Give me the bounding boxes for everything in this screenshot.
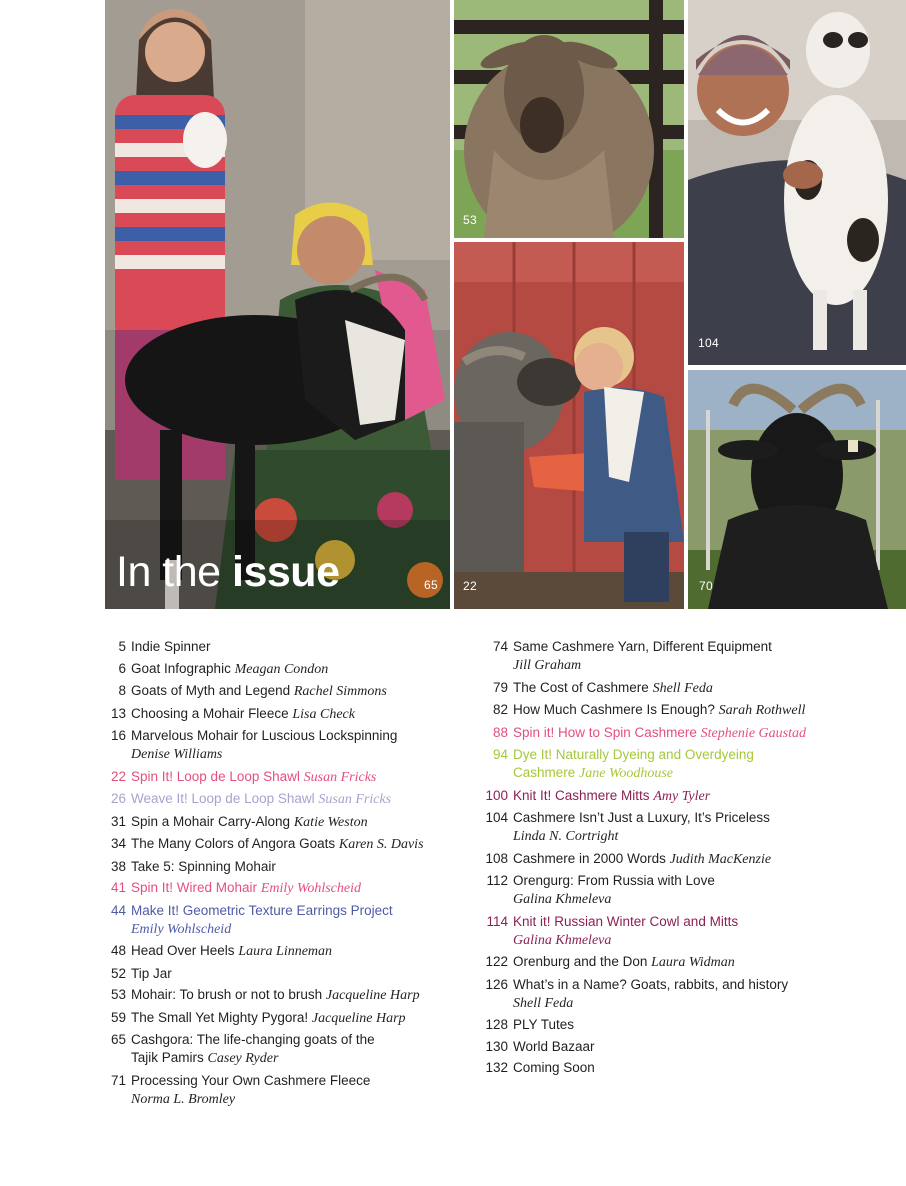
- toc-page-number: 130: [485, 1038, 508, 1054]
- toc-page-number: 53: [110, 987, 126, 1002]
- toc-title: Goats of Myth and Legend: [131, 683, 291, 698]
- toc-title: Choosing a Mohair Fleece: [131, 705, 289, 721]
- toc-author: Laura Widman: [651, 955, 735, 970]
- toc-title: Orenburg and the Don: [513, 954, 648, 969]
- toc-author: Jacqueline Harp: [325, 988, 420, 1003]
- toc-author: Katie Weston: [293, 814, 368, 830]
- toc-title: What’s in a Name? Goats, rabbits, and history: [513, 976, 789, 992]
- toc-entry[interactable]: [104, 705, 464, 724]
- toc-entry[interactable]: [104, 727, 464, 764]
- toc-title: Cashmere in 2000 Words: [513, 850, 666, 866]
- toc-page-number: 82: [492, 702, 508, 717]
- toc-author: Emily Wohlscheid: [131, 921, 232, 937]
- toc-entry[interactable]: [482, 787, 882, 806]
- toc-entry[interactable]: [104, 1072, 464, 1109]
- toc-entry[interactable]: [104, 902, 464, 939]
- toc-title: Orengurg: From Russia with Love: [513, 873, 715, 888]
- toc-entry[interactable]: [104, 1031, 464, 1068]
- toc-page-number: 6: [118, 660, 126, 676]
- toc-author: Laura Linneman: [238, 944, 333, 959]
- toc-entry[interactable]: [482, 638, 882, 675]
- toc-title: Spin a Mohair Carry-Along: [131, 813, 291, 829]
- toc-author: Shell Feda: [513, 995, 574, 1011]
- toc-entry[interactable]: [482, 809, 882, 846]
- page-title-light: In the: [116, 548, 233, 596]
- toc-title-continued: Cashmere: [513, 765, 576, 780]
- toc-title: Cashmere Isn’t Just a Luxury, It’s Priceless: [513, 810, 770, 825]
- toc-author: Susan Fricks: [303, 769, 377, 785]
- toc-author: Amy Tyler: [653, 788, 711, 804]
- toc-entry[interactable]: [482, 1038, 882, 1056]
- toc-title: Marvelous Mohair for Luscious Lockspinning: [131, 728, 398, 743]
- toc-author: Norma L. Bromley: [131, 1091, 236, 1107]
- toc-entry[interactable]: [482, 850, 882, 869]
- toc-entry[interactable]: [482, 913, 882, 950]
- toc-title: Cashgora: The life-changing goats of the: [131, 1032, 375, 1047]
- toc-title: Knit It! Cashmere Mitts: [513, 787, 650, 803]
- toc-entry[interactable]: [482, 746, 882, 783]
- toc-author: Meagan Condon: [234, 661, 329, 677]
- toc-page-number: 128: [485, 1017, 508, 1032]
- toc-entry[interactable]: [104, 768, 464, 787]
- toc-page-number: 108: [485, 850, 508, 866]
- toc-page-number: 114: [486, 913, 508, 929]
- photo-man-holding-kid: [688, 0, 906, 365]
- toc-author: Emily Wohlscheid: [260, 881, 361, 896]
- toc-page-number: 31: [110, 813, 126, 829]
- toc-author: Shell Feda: [652, 680, 713, 696]
- page-number-label: 22: [463, 579, 477, 593]
- toc-page-number: 65: [110, 1032, 126, 1047]
- toc-page-number: 41: [110, 880, 126, 895]
- toc-page-number: 26: [110, 791, 126, 806]
- toc-entry[interactable]: [104, 986, 464, 1005]
- toc-title: Head Over Heels: [131, 943, 235, 958]
- toc-entry[interactable]: [482, 724, 882, 743]
- toc-page-number: 52: [110, 965, 126, 981]
- toc-page-number: 112: [486, 873, 508, 888]
- toc-entry[interactable]: [104, 638, 464, 656]
- toc-page-number: 38: [110, 858, 126, 874]
- toc-title: World Bazaar: [513, 1038, 595, 1054]
- page-number-label: 65: [424, 578, 438, 592]
- page-number-label: 53: [463, 213, 477, 227]
- toc-author: Judith MacKenzie: [669, 851, 772, 867]
- toc-entry[interactable]: [104, 965, 464, 983]
- toc-title: Spin it! How to Spin Cashmere: [513, 724, 697, 740]
- toc-page-number: 8: [118, 683, 126, 698]
- toc-page-number: 94: [492, 747, 508, 762]
- toc-title: Tip Jar: [131, 965, 172, 981]
- toc-author: Jane Woodhouse: [579, 766, 674, 781]
- page-number-label: 104: [698, 336, 719, 350]
- toc-author: Rachel Simmons: [293, 684, 387, 699]
- toc-entry[interactable]: [482, 872, 882, 909]
- toc-entry[interactable]: [104, 660, 464, 679]
- toc-author: Lisa Check: [292, 706, 355, 722]
- toc-page-number: 59: [110, 1009, 126, 1025]
- toc-author: Linda N. Cortright: [513, 829, 619, 844]
- photo-woman-girl-goat: [105, 0, 450, 609]
- toc-author: Casey Ryder: [207, 1051, 279, 1066]
- toc-page-number: 5: [118, 639, 126, 654]
- toc-title: PLY Tutes: [513, 1017, 575, 1032]
- toc-entry[interactable]: [482, 1016, 882, 1034]
- toc-author: Jill Graham: [513, 658, 582, 673]
- toc-page-number: 79: [492, 679, 508, 695]
- toc-entry[interactable]: [482, 1059, 882, 1077]
- toc-entry[interactable]: [104, 942, 464, 961]
- toc-page-number: 126: [485, 976, 508, 992]
- toc-left-column: [104, 638, 464, 1112]
- toc-entry[interactable]: [104, 858, 464, 876]
- toc-title: Weave It! Loop de Loop Shawl: [131, 791, 315, 806]
- toc-title: Knit it! Russian Winter Cowl and Mitts: [513, 913, 739, 929]
- toc-author: Jacqueline Harp: [311, 1010, 406, 1026]
- toc-title: Goat Infographic: [131, 660, 231, 676]
- toc-title: The Cost of Cashmere: [513, 679, 649, 695]
- toc-author: Denise Williams: [131, 747, 223, 762]
- toc-page-number: 71: [110, 1072, 126, 1088]
- toc-author: Sarah Rothwell: [718, 703, 806, 718]
- toc-page-number: 34: [110, 836, 126, 851]
- toc-title: How Much Cashmere Is Enough?: [513, 702, 715, 717]
- toc-title-continued: Tajik Pamirs: [131, 1050, 204, 1065]
- photo-woolly-goat-fence: [454, 0, 684, 238]
- page-title: [116, 548, 340, 596]
- toc-entry[interactable]: [482, 701, 882, 720]
- toc-title: Make It! Geometric Texture Earrings Project: [131, 902, 393, 918]
- toc-entry[interactable]: [104, 790, 464, 809]
- toc-title: Take 5: Spinning Mohair: [131, 858, 276, 874]
- toc-title: Same Cashmere Yarn, Different Equipment: [513, 639, 772, 654]
- toc-page-number: 104: [485, 810, 508, 825]
- toc-entry[interactable]: [104, 813, 464, 832]
- toc-title: Spin It! Loop de Loop Shawl: [131, 768, 300, 784]
- toc-page-number: 100: [485, 787, 508, 803]
- photo-woman-goat-barn: [454, 242, 684, 609]
- toc-page-number: 16: [110, 728, 126, 743]
- toc-title: Indie Spinner: [131, 639, 211, 654]
- page-number-label: 70: [699, 579, 713, 593]
- photo-black-horned-goat: [688, 370, 906, 609]
- toc-author: Stephenie Gaustad: [700, 725, 806, 741]
- toc-right-column: [482, 638, 882, 1081]
- toc-title: Coming Soon: [513, 1060, 595, 1075]
- toc-entry[interactable]: [104, 682, 464, 701]
- page-title-bold: issue: [232, 548, 340, 596]
- toc-entry[interactable]: [104, 1009, 464, 1028]
- toc-page-number: 88: [492, 724, 508, 740]
- toc-author: Susan Fricks: [318, 792, 392, 807]
- toc-entry[interactable]: [482, 953, 882, 972]
- toc-author: Karen S. Davis: [338, 837, 424, 852]
- toc-title: Processing Your Own Cashmere Fleece: [131, 1072, 371, 1088]
- toc-title: Spin It! Wired Mohair: [131, 880, 258, 895]
- toc-title: Mohair: To brush or not to brush: [131, 987, 323, 1002]
- toc-page-number: 122: [485, 954, 508, 969]
- toc-page-number: 44: [110, 902, 126, 918]
- toc-author: Galina Khmeleva: [513, 932, 612, 948]
- toc-author: Galina Khmeleva: [513, 892, 612, 907]
- toc-entry[interactable]: [104, 835, 464, 854]
- toc-entry[interactable]: [482, 976, 882, 1013]
- toc-title: The Small Yet Mighty Pygora!: [131, 1009, 309, 1025]
- toc-page-number: 48: [110, 943, 126, 958]
- toc-title: The Many Colors of Angora Goats: [131, 836, 336, 851]
- toc-page-number: 13: [110, 705, 126, 721]
- toc-page-number: 74: [492, 639, 508, 654]
- toc-entry[interactable]: [104, 879, 464, 898]
- toc-entry[interactable]: [482, 679, 882, 698]
- toc-page-number: 22: [110, 768, 126, 784]
- toc-page-number: 132: [485, 1060, 508, 1075]
- toc-title: Dye It! Naturally Dyeing and Overdyeing: [513, 747, 754, 762]
